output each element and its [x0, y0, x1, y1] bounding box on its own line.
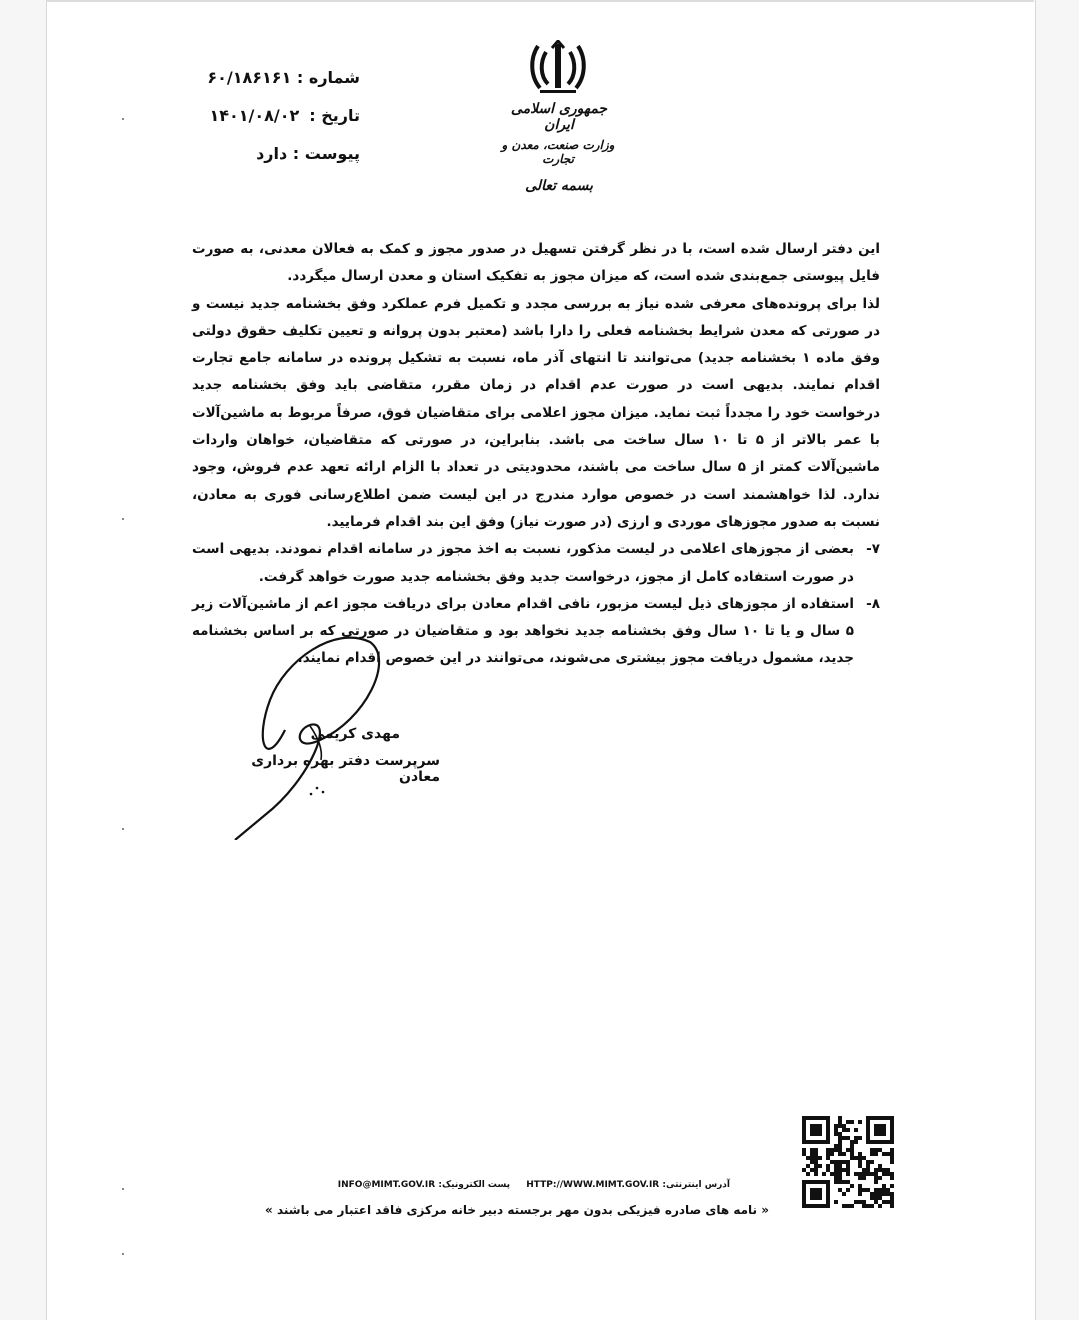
- scan-speck: [122, 118, 124, 120]
- footer-validity-note: « نامه های صادره فیزیکی بدون مهر برجسته دبیر خانه مرکزی فاقد اعتبار می باشند »: [265, 1203, 769, 1217]
- list-item-text: استفاده از مجوزهای ذیل لیست مزبور، نافی اقدام معادن برای دریافت مجوز اعم از ماشین‌آلات زیر ۵ سال و یا تا ۱۰ سال وفق بخشنامه جدید نخواهد بود و متقاضیان در صورتی که بر اساس بخشنامه جدید، مشمول دریافت مجوز بیشتری می‌شوند، می‌توانند در این خصوص اقدام نمایند.: [192, 595, 854, 667]
- qr-code: [802, 1116, 894, 1208]
- scan-speck: [122, 518, 124, 520]
- footer-website-label: آدرس اینترنتی:: [662, 1180, 730, 1190]
- letter-body: [192, 236, 880, 673]
- scan-speck: [122, 828, 124, 830]
- letter-meta: [160, 58, 360, 172]
- list-item-number: ۷-: [866, 541, 880, 558]
- footer-email-address: INFO@MIMT.GOV.IR: [337, 1180, 436, 1190]
- country-name: جمهوری اسلامی ایران: [510, 101, 608, 133]
- letter-date-label: تاریخ :: [309, 105, 360, 125]
- footer-email-label: پست الکترونیک:: [438, 1180, 510, 1190]
- letter-date: [160, 96, 360, 134]
- list-item: [192, 536, 880, 591]
- letter-date-value: ۱۴۰۱/۰۸/۰۲: [209, 105, 300, 125]
- letter-attachment: پیوست : دارد: [256, 143, 360, 163]
- body-paragraph: این دفتر ارسال شده است، با در نظر گرفتن تسهیل در صدور مجوز و کمک به فعالان معدنی، به صورت فایل پیوستی جمع‌بندی شده است، که میزان مجوز به تفکیک استان و معدن ارسال میگردد.: [192, 241, 880, 285]
- footer-website: [520, 1180, 730, 1190]
- list-item-text: بعضی از مجوزهای اعلامی در لیست مذکور، نسبت به اخذ مجوز در سامانه اقدام نمودند. بدیهی است در صورت استفاده کامل از مجوز، درخواست جدید وفق بخشنامه جدید صورت خواهد گرفت.: [192, 541, 854, 585]
- signatory-name: مهدی کریمی: [310, 726, 400, 742]
- scan-speck: [122, 1188, 124, 1190]
- footer-website-url: HTTP://WWW.MIMT.GOV.IR: [526, 1180, 660, 1190]
- body-paragraph: لذا برای پرونده‌های معرفی شده نیاز به بررسی مجدد و تکمیل فرم عملکرد وفق بخشنامه جدید نیست و در صورتی که معدن شرایط بخشنامه فعلی را دارا باشد (معتبر بدون پروانه و تعیین تکلیف حقوق دولتی وفق ماده ۱ بخشنامه جدید) می‌توانند تا انتهای آذر ماه، نسبت به تشکیل پرونده در سامانه جامع تجارت اقدام نمایند. بدیهی است در صورت عدم اقدام در زمان مقرر، متقاضی باید وفق بخشنامه جدید درخواست خود را مجدداً ثبت نماید. میزان مجوز اعلامی برای متقاضیان فوق، صرفاً مربوط به ماشین‌آلات با عمر بالاتر از ۵ تا ۱۰ سال ساخت می باشد. بنابراین، در صورتی که متقاضیان، خواهان واردات ماشین‌آلات کمتر از ۵ سال ساخت می باشند، محدودیتی در تعداد با الزام ارائه تعهد عدم فروش، وجود ندارد. لذا خواهشمند است در خصوص موارد مندرج در این لیست ضمن اطلاع‌رسانی فوری به معادن، نسبت به صدور مجوزهای موردی و ارزی (در صورت نیاز) وفق این بند اقدام فرمایید.: [192, 295, 881, 530]
- letter-number: شماره : ۶۰/۱۸۶۱۶۱: [207, 67, 360, 87]
- page-top-edge: [46, 0, 1034, 2]
- ministry-name: وزارت صنعت، معدن و تجارت: [501, 138, 615, 166]
- list-item-number: ۸-: [866, 595, 880, 612]
- signatory-title: سرپرست دفتر بهره برداری معادن: [251, 753, 440, 785]
- iran-emblem-icon: [526, 40, 590, 96]
- scan-speck: [122, 1253, 124, 1255]
- footer-email: [330, 1180, 510, 1190]
- invocation: بسمه تعالی: [525, 178, 593, 194]
